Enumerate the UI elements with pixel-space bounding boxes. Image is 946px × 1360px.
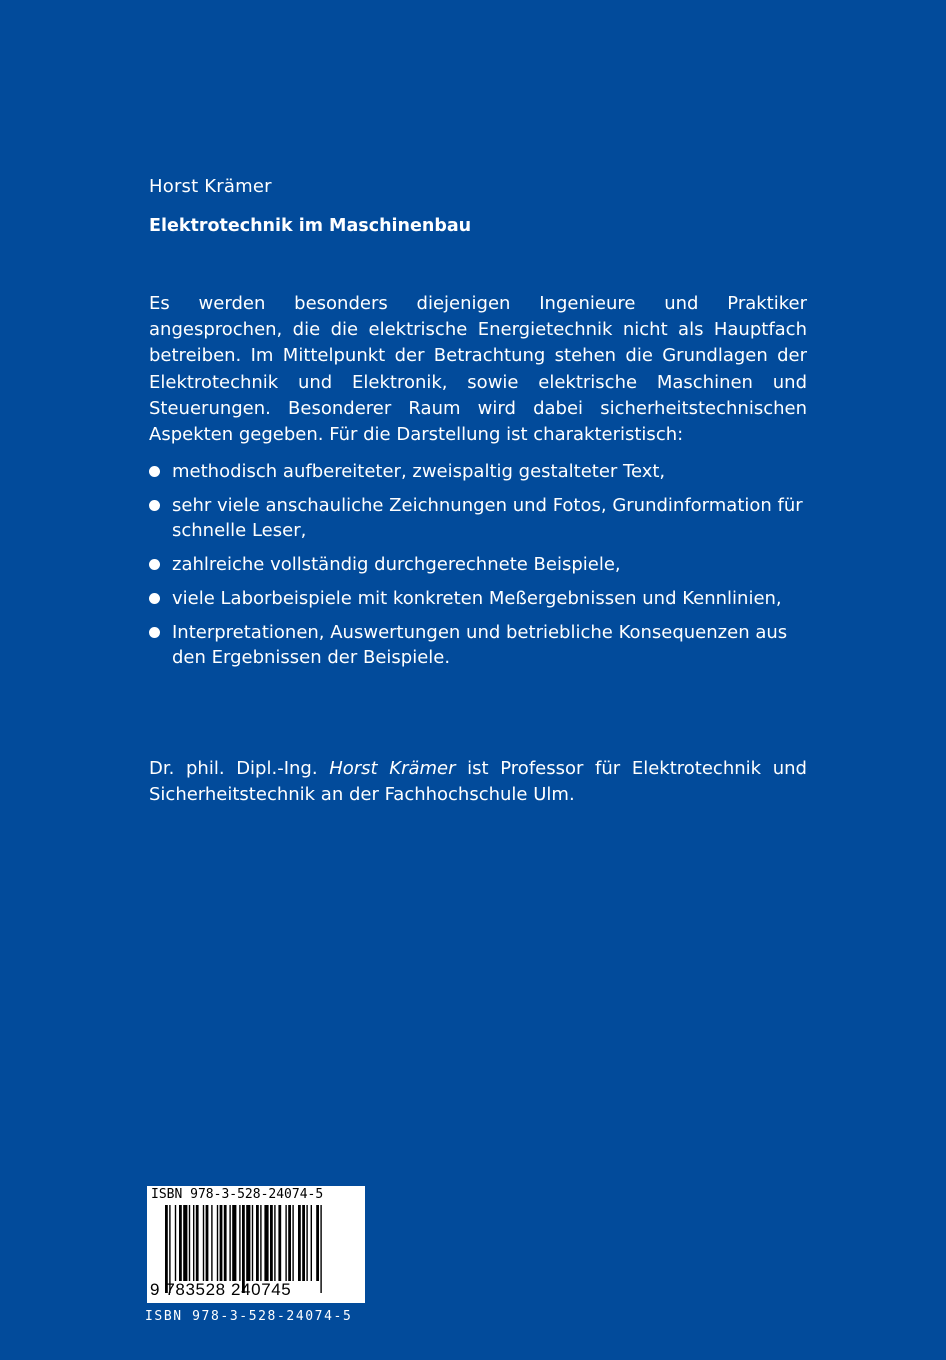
barcode-bar: [206, 1205, 209, 1281]
barcode-bar: [224, 1205, 227, 1281]
barcode: [147, 1186, 365, 1303]
book-title: Elektrotechnik im Maschinenbau: [149, 216, 472, 236]
bullet-icon: [149, 559, 160, 570]
barcode-bar: [306, 1205, 307, 1281]
barcode-bar: [229, 1205, 230, 1281]
list-item: viele Laborbeispiele mit konkreten Meßergebnissen und Kennlinien,: [149, 586, 809, 611]
barcode-bar: [274, 1205, 275, 1281]
bullet-icon: [149, 627, 160, 638]
barcode-bar: [179, 1205, 182, 1281]
isbn-number: ISBN 978-3-528-24074-5: [145, 1309, 353, 1324]
barcode-bar: [232, 1205, 236, 1281]
barcode-bar: [183, 1205, 187, 1281]
barcode-bar: [264, 1205, 268, 1281]
barcode-bar: [196, 1205, 199, 1281]
barcode-bar: [252, 1205, 253, 1281]
barcode-bar: [270, 1205, 273, 1281]
list-item: zahlreiche vollständig durchgerechnete Beispiele,: [149, 552, 809, 577]
barcode-bar: [256, 1205, 259, 1281]
barcode-bar: [175, 1205, 176, 1281]
author-bio: [149, 756, 807, 808]
barcode-bar: [239, 1205, 240, 1281]
barcode-bar: [298, 1205, 301, 1281]
barcode-bar: [217, 1205, 218, 1281]
barcode-bar: [320, 1205, 321, 1293]
author-name: Horst Krämer: [149, 176, 272, 197]
bio-name: Horst Krämer: [329, 758, 456, 779]
list-item: methodisch aufbereiteter, zweispaltig gestalteter Text,: [149, 459, 809, 484]
barcode-bar: [288, 1205, 291, 1281]
barcode-bar: [278, 1205, 281, 1281]
bio-prefix: Dr. phil. Dipl.-Ing.: [149, 758, 318, 779]
barcode-digits: 9 783528 240745: [150, 1280, 292, 1299]
barcode-bar: [220, 1205, 223, 1281]
barcode-bar: [292, 1205, 293, 1281]
bullet-icon: [149, 466, 160, 477]
bullet-icon: [149, 500, 160, 511]
bio-suffix: ist Professor für Elektrotechnik und Sicherheitstechnik an der Fachhochschule Ulm.: [149, 758, 807, 805]
barcode-bar: [246, 1205, 250, 1281]
barcode-bar: [193, 1205, 194, 1281]
barcode-bar: [311, 1205, 312, 1281]
barcode-bar: [189, 1205, 190, 1281]
bullet-icon: [149, 593, 160, 604]
barcode-bar: [302, 1205, 305, 1281]
feature-list: [149, 459, 809, 679]
barcode-bar: [211, 1205, 212, 1281]
description-paragraph: Es werden besonders diejenigen Ingenieure und Praktiker angesprochen, die die elektrische Energietechnik nicht als Hauptfach betreiben. Im Mittelpunkt der Betrachtung stehen die Grundlagen der Elektrotechnik und Elektronik, sowie elektrische Maschinen und Steuerungen. Besonderer Raum wird dabei sicherheitstechnischen Aspekten gegeben. Für die Darstellung ist charakteristisch:: [149, 293, 807, 446]
barcode-isbn-label: ISBN 978-3-528-24074-5: [151, 1187, 324, 1202]
barcode-bar: [260, 1205, 261, 1281]
list-item: sehr viele anschauliche Zeichnungen und Fotos, Grundinformation für schnelle Leser,: [149, 493, 809, 543]
barcode-bar: [316, 1205, 319, 1281]
list-item: Interpretationen, Auswertungen und betriebliche Konsequenzen aus den Ergebnissen der Beispiele.: [149, 620, 809, 670]
barcode-bar: [203, 1205, 204, 1281]
barcode-bar: [285, 1205, 286, 1281]
